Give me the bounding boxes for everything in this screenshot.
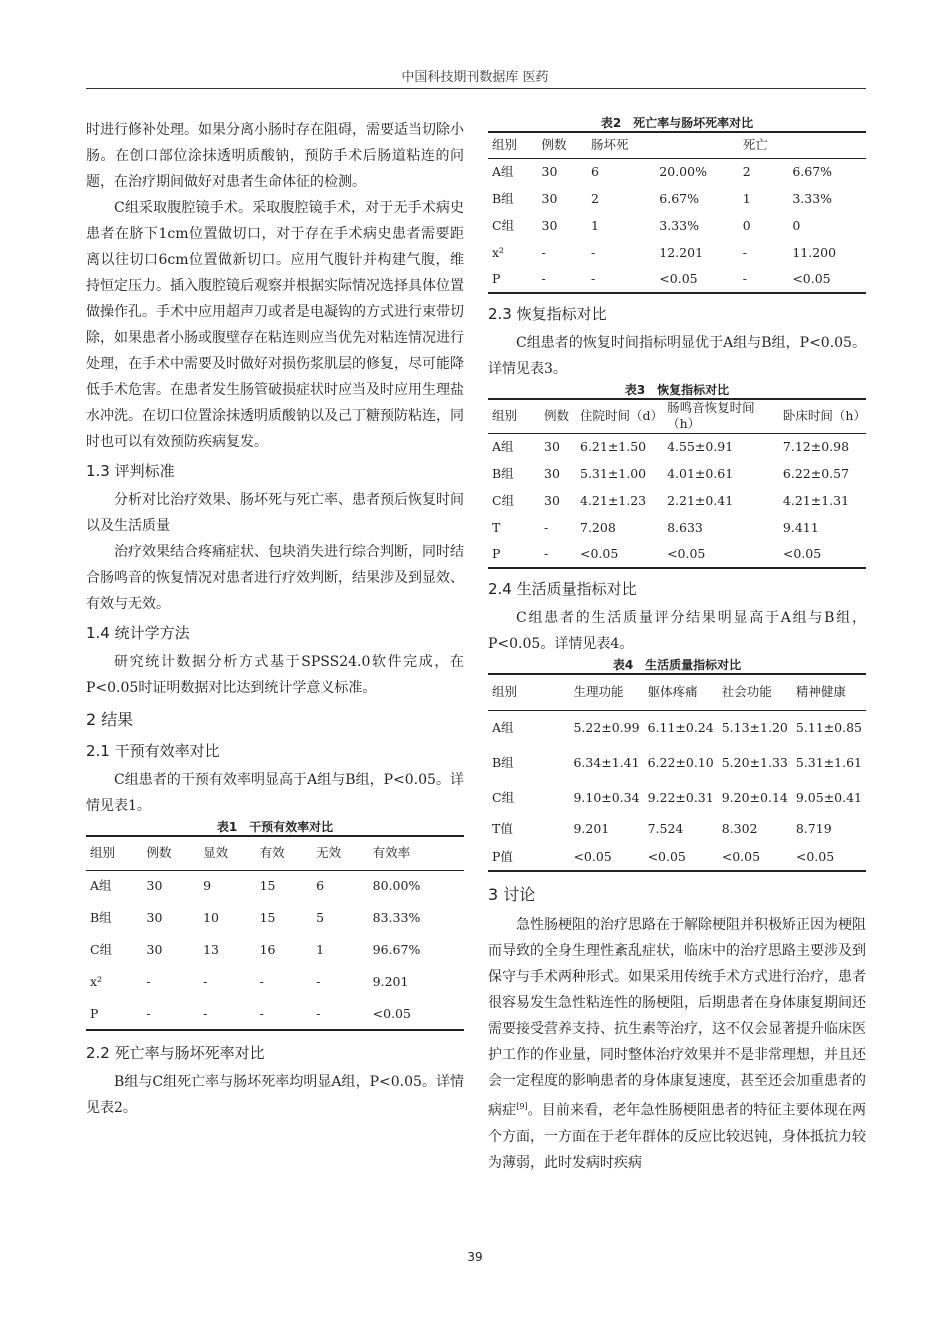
- table-header: 无效: [316, 845, 342, 861]
- table-cell: A组: [492, 719, 514, 735]
- table-cell: 8.302: [721, 821, 758, 836]
- table-cell: 10: [203, 910, 219, 925]
- table-cell: 6.22±0.57: [782, 465, 850, 481]
- table-header: 死亡: [742, 137, 768, 153]
- table-row: [488, 710, 866, 745]
- table-cell: C组: [492, 492, 515, 508]
- paragraph: C组患者的生活质量评分结果明显高于A组与B组，P<0.05。详情见表4。: [488, 610, 866, 652]
- table-cell: 7.12±0.98: [782, 438, 850, 454]
- table-3: [488, 398, 866, 569]
- table-cell: <0.05: [667, 546, 706, 561]
- paragraph: 研究统计数据分析方式基于SPSS24.0软件完成，在P<0.05时证明数据对比达到统计学意义标准。: [86, 654, 464, 696]
- table-cell: x²: [492, 244, 505, 260]
- table-row: [488, 780, 866, 815]
- table-header: 社会功能: [721, 684, 772, 700]
- table-header: 躯体疼痛: [647, 684, 698, 700]
- table-header: 例数: [541, 137, 567, 153]
- table-cell: 7.208: [580, 519, 616, 535]
- table-cell: 0: [792, 217, 801, 233]
- table-cell: T值: [492, 821, 513, 836]
- table-cell: <0.05: [573, 848, 612, 864]
- left-column: [86, 117, 464, 1121]
- table-cell: 30: [544, 492, 560, 508]
- table-header: 肠坏死: [591, 137, 629, 153]
- section-heading: 2 结果: [86, 710, 134, 729]
- table-cell: A组: [492, 438, 514, 454]
- table-cell: -: [259, 974, 264, 989]
- table-cell: 6.67%: [659, 190, 700, 206]
- table-header: 卧床时间（h）: [782, 408, 866, 424]
- table-cell: 6.67%: [792, 163, 833, 179]
- table-cell: 6.11±0.24: [647, 719, 714, 735]
- table-row: [86, 870, 464, 902]
- table-header: 组别: [492, 684, 518, 700]
- table-cell: 6: [591, 163, 599, 179]
- table-header: 有效率: [372, 845, 411, 861]
- table-row: [488, 843, 866, 871]
- table-cell: <0.05: [659, 271, 698, 286]
- table-cell: 30: [146, 910, 163, 925]
- table-cell: 30: [541, 190, 558, 206]
- table-header: 例数: [146, 845, 172, 861]
- table-cell: 4.21±1.31: [782, 492, 850, 508]
- table-cell: -: [146, 974, 151, 989]
- table-cell: 15: [259, 878, 276, 894]
- table-cell: 6.34±1.41: [573, 754, 640, 770]
- table-cell: 4.01±0.61: [667, 465, 734, 481]
- table-row: [488, 239, 866, 266]
- table-header: 例数: [544, 408, 570, 424]
- table-cell: -: [742, 271, 748, 286]
- table-cell: 83.33%: [372, 910, 421, 925]
- right-column: [488, 115, 866, 1176]
- table-cell: 15: [259, 910, 276, 925]
- header-rule: [86, 88, 866, 89]
- table-header: 显效: [203, 845, 229, 861]
- running-header: 中国科技期刊数据库 医药: [401, 70, 549, 85]
- table-header: [788, 132, 866, 158]
- table-header: 肠鸣音恢复时间（h）: [667, 400, 755, 432]
- table-1: [86, 835, 464, 1031]
- table-row: [488, 185, 866, 212]
- section-heading: 2.1 干预有效率对比: [86, 742, 220, 760]
- table-header: 组别: [492, 408, 518, 424]
- table-cell: 7.524: [647, 821, 684, 836]
- paragraph: 分析对比治疗效果、肠坏死与死亡率、患者预后恢复时间以及生活质量: [86, 492, 464, 534]
- table-caption: 表1 干预有效率对比: [216, 820, 334, 834]
- table-cell: 1: [316, 942, 325, 957]
- table-row: [488, 815, 866, 843]
- table-cell: -: [316, 974, 321, 989]
- table-header: 有效: [259, 845, 285, 861]
- table-cell: 5.20±1.33: [721, 754, 788, 770]
- table-header: 住院时间（d）: [580, 408, 664, 424]
- table-header: [655, 132, 739, 158]
- table-cell: <0.05: [792, 271, 831, 286]
- table-cell: 1: [591, 217, 599, 233]
- table-cell: -: [541, 244, 546, 260]
- table-cell: C组: [90, 942, 113, 957]
- table-cell: P: [90, 1005, 99, 1021]
- table-cell: <0.05: [580, 546, 619, 561]
- table-cell: 96.67%: [372, 942, 421, 957]
- paragraph-text: 。目前来看，老年急性肠梗阻患者的特征主要体现在两个方面，一方面在于老年群体的反应比较迟钝，身体抵抗力较为薄弱，此时发病时疾病: [488, 1102, 867, 1171]
- table-cell: 4.21±1.23: [580, 492, 647, 508]
- table-cell: 9.411: [782, 519, 819, 535]
- table-cell: 5: [316, 910, 325, 925]
- table-cell: 9.10±0.34: [573, 789, 640, 805]
- table-cell: 9.201: [573, 821, 610, 836]
- table-cell: -: [259, 1005, 264, 1021]
- section-heading: 2.2 死亡率与肠坏死率对比: [86, 1044, 265, 1062]
- table-cell: B组: [492, 465, 514, 481]
- table-cell: -: [591, 271, 596, 286]
- table-cell: -: [544, 546, 549, 561]
- table-cell: <0.05: [372, 1005, 411, 1021]
- table-cell: 30: [541, 217, 558, 233]
- table-row: [488, 158, 866, 185]
- table-row: [488, 541, 866, 568]
- table-cell: 11.200: [792, 244, 837, 260]
- table-cell: 2.21±0.41: [667, 492, 734, 508]
- table-cell: 6.21±1.50: [580, 438, 647, 454]
- table-cell: 5.31±1.00: [580, 465, 647, 481]
- table-cell: 30: [544, 438, 560, 454]
- table-cell: A组: [90, 878, 112, 894]
- paragraph: C组采取腹腔镜手术。采取腹腔镜手术，对于无手术病史患者在脐下1cm位置做切口，对于存在手术病史患者需要距离以往切口6cm位置做新切口。应用气腹针并构建气腹，维持恒定压力。插入腹腔镜后观察并根据实际情况选择具体位置做操作孔。手术中应用超声刀或者是电凝钩的方式进行束带切除，如果患者小肠或腹壁存在粘连则应当优先对粘连情况进行处理，在手术中需要及时做好对损伤浆肌层的修复，尽可能降低手术危害。在患者发生肠管破损症状时应当及时应用生理盐水冲洗。在切口位置涂抹透明质酸钠以及己丁糖预防粘连，同时也可以有效预防疾病复发。: [86, 200, 464, 450]
- table-cell: 30: [146, 942, 163, 957]
- table-header: 组别: [492, 137, 518, 153]
- table-cell: A组: [492, 163, 514, 179]
- table-cell: <0.05: [782, 546, 822, 561]
- table-cell: 30: [146, 878, 163, 894]
- table-cell: C组: [492, 217, 515, 233]
- table-cell: C组: [492, 789, 515, 805]
- table-cell: 5.22±0.99: [573, 719, 640, 735]
- table-header: 精神健康: [795, 684, 846, 700]
- table-caption: 表4 生活质量指标对比: [612, 658, 742, 672]
- table-row: [488, 212, 866, 239]
- table-cell: 3.33%: [659, 217, 700, 233]
- table-cell: 9.201: [372, 974, 409, 989]
- table-cell: -: [544, 519, 549, 535]
- paragraph: 治疗效果结合疼痛症状、包块消失进行综合判断，同时结合肠鸣音的恢复情况对患者进行疗效判断，结果涉及到显效、有效与无效。: [86, 544, 464, 612]
- table-cell: -: [742, 244, 748, 260]
- table-cell: 1: [742, 190, 751, 206]
- table-cell: x²: [90, 974, 103, 989]
- table-cell: B组: [492, 190, 514, 206]
- table-row: [86, 998, 464, 1030]
- section-heading: 2.3 恢复指标对比: [488, 305, 607, 323]
- table-cell: 9.22±0.31: [647, 789, 714, 805]
- table-caption: 表2 死亡率与肠坏死率对比: [600, 116, 754, 130]
- table-cell: 4.55±0.91: [667, 438, 734, 454]
- table-cell: 2: [742, 163, 751, 179]
- citation-ref: [9]: [516, 1102, 528, 1111]
- paragraph: [488, 912, 866, 1176]
- table-cell: 8.719: [795, 821, 832, 836]
- table-cell: 20.00%: [659, 163, 707, 179]
- table-cell: P值: [492, 848, 513, 864]
- table-header: 生理功能: [573, 684, 624, 700]
- table-cell: -: [203, 974, 208, 989]
- table-cell: 6.22±0.10: [647, 754, 714, 770]
- table-cell: P: [492, 271, 501, 286]
- table-row: [86, 966, 464, 998]
- table-2: [488, 131, 866, 294]
- table-cell: 6: [316, 878, 325, 894]
- table-cell: <0.05: [795, 848, 835, 864]
- paragraph: C组患者的干预有效率明显高于A组与B组，P<0.05。详情见表1。: [86, 772, 464, 814]
- paragraph: C组患者的恢复时间指标明显优于A组与B组，P<0.05。详情见表3。: [488, 335, 866, 377]
- page-number: 39: [467, 1250, 483, 1264]
- table-cell: -: [316, 1005, 321, 1021]
- table-row: [488, 487, 866, 514]
- table-cell: 5.11±0.85: [795, 719, 862, 735]
- section-heading: 1.3 评判标准: [86, 462, 175, 480]
- table-cell: B组: [90, 910, 112, 925]
- table-cell: 30: [541, 163, 558, 179]
- table-row: [488, 266, 866, 293]
- table-cell: -: [203, 1005, 208, 1021]
- table-cell: 30: [544, 465, 560, 481]
- paragraph-text: 急性肠梗阻的治疗思路在于解除梗阻并积极矫正因为梗阻而导致的全身生理性紊乱症状，临床中的治疗思路主要涉及到保守与手术两种形式。如果采用传统手术方式进行治疗，患者很容易发生急性粘连性的肠梗阻，后期患者在身体康复期间还需要接受营养支持、抗生素等治疗，这不仅会显著提升临床医护工作的作业量，同时整体治疗效果并不是非常理想，并且还会一定程度的影响患者的身体康复速度，甚至还会加重患者的病症: [488, 917, 866, 1119]
- table-cell: 13: [203, 942, 219, 957]
- table-cell: -: [541, 271, 546, 286]
- table-caption: 表3 恢复指标对比: [624, 383, 730, 397]
- table-4: [488, 673, 866, 872]
- table-cell: <0.05: [647, 848, 686, 864]
- section-heading: 3 讨论: [488, 885, 536, 904]
- table-row: [488, 460, 866, 487]
- table-cell: B组: [492, 754, 514, 770]
- section-heading: 1.4 统计学方法: [86, 624, 190, 642]
- table-cell: 16: [259, 942, 276, 957]
- table-cell: 8.633: [667, 519, 703, 535]
- paragraph: B组与C组死亡率与肠坏死率均明显A组，P<0.05。详情见表2。: [86, 1074, 464, 1116]
- table-cell: <0.05: [721, 848, 761, 864]
- table-row: [86, 934, 464, 966]
- table-cell: 9.20±0.14: [721, 789, 788, 805]
- table-row: [86, 902, 464, 934]
- table-row: [488, 514, 866, 541]
- table-cell: 9.05±0.41: [795, 789, 862, 805]
- table-cell: 3.33%: [792, 190, 833, 206]
- table-cell: 12.201: [659, 244, 704, 260]
- table-cell: 2: [591, 190, 599, 206]
- paragraph: 时进行修补处理。如果分离小肠时存在阻碍，需要适当切除小肠。在创口部位涂抹透明质酸钠，预防手术后肠道粘连的问题，在治疗期间做好对患者生命体征的检测。: [86, 122, 464, 190]
- table-cell: 9: [203, 878, 212, 894]
- section-heading: 2.4 生活质量指标对比: [488, 580, 637, 598]
- table-cell: -: [146, 1005, 151, 1021]
- table-cell: 80.00%: [372, 878, 421, 894]
- table-cell: 5.13±1.20: [721, 719, 788, 735]
- table-cell: T: [492, 519, 501, 535]
- table-cell: -: [591, 244, 596, 260]
- table-row: [488, 433, 866, 460]
- table-header: 组别: [90, 845, 116, 861]
- table-cell: 5.31±1.61: [795, 754, 862, 770]
- table-row: [488, 745, 866, 780]
- table-cell: 0: [742, 217, 751, 233]
- table-cell: P: [492, 546, 501, 561]
